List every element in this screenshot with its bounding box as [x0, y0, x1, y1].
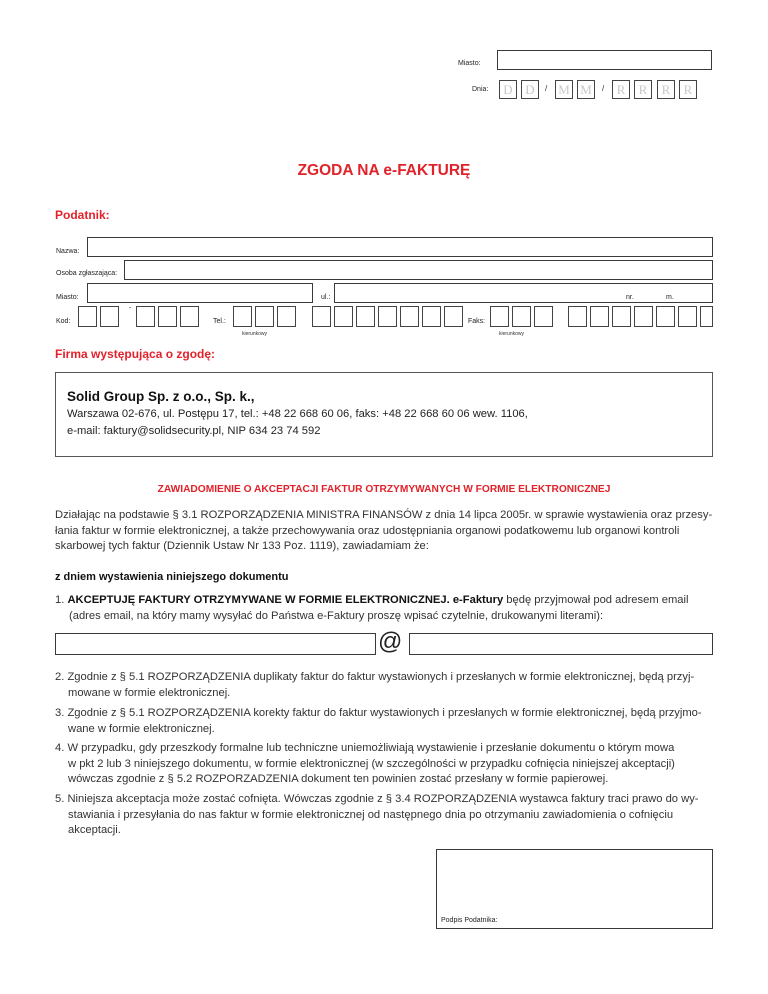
company-heading: Firma występująca o zgodę:: [55, 347, 216, 361]
zip-cell[interactable]: [180, 306, 199, 327]
header-day-label: Dnia:: [472, 86, 489, 93]
list-item-line: 3. Zgodnie z § 5.1 ROZPORZĄDZENIA korekty faktur do faktur wystawionych i przesłanych w formie elektronicznej, będą przyjmo-: [55, 707, 702, 719]
email-domain-input[interactable]: [409, 633, 713, 655]
list-item-line: wane w formie elektronicznej.: [68, 722, 215, 735]
taxpayer-phone-label: Tel.:: [213, 318, 226, 325]
list-item-line: w pkt 2 lub 3 niniejszego dokumentu, w formie elektronicznej (w szczególności w przypadku cofnięcia niniejszej akceptacji): [68, 757, 675, 770]
item-1-number: 1.: [55, 594, 65, 606]
taxpayer-street-input[interactable]: [334, 283, 713, 303]
header-city-label: Miasto:: [458, 60, 481, 67]
fax-cell[interactable]: [678, 306, 697, 327]
phone-cell[interactable]: [400, 306, 419, 327]
phone-cell[interactable]: [312, 306, 331, 327]
item-1: [55, 593, 689, 609]
notice-intro-line: łania faktur w formie elektronicznej, a także przechowywania oraz udostępniania organowi podatkowemu lub organowi kontroli: [55, 524, 680, 537]
taxpayer-contact-label: Osoba zgłaszająca:: [56, 270, 118, 277]
taxpayer-zip-label: Kod:: [56, 318, 71, 325]
list-item: [55, 670, 725, 701]
company-box: [55, 372, 713, 457]
at-sign: @: [378, 628, 403, 655]
fax-cell[interactable]: [512, 306, 531, 327]
notice-heading: ZAWIADOMIENIE O AKCEPTACJI FAKTUR OTRZYMYWANYCH W FORMIE ELEKTRONICZNEJ: [157, 484, 611, 495]
date-separator: /: [602, 84, 605, 93]
list-item-line: akceptacji.: [68, 824, 121, 836]
phone-cell[interactable]: [422, 306, 441, 327]
notice-intro: [55, 508, 717, 555]
taxpayer-street-label: ul.:: [321, 294, 331, 301]
signature-box[interactable]: [436, 849, 713, 929]
date-clause: z dniem wystawienia niniejszego dokumentu: [55, 571, 289, 583]
fax-cell[interactable]: [568, 306, 587, 327]
date-separator: /: [545, 84, 548, 93]
taxpayer-contact-input[interactable]: [124, 260, 713, 280]
item-1-line2: (adres email, na który mamy wysyłać do Państwa e-Faktury proszę wpisać czytelnie, drukowanymi literami):: [69, 610, 604, 622]
phone-cell[interactable]: [334, 306, 353, 327]
zip-cell[interactable]: [136, 306, 155, 327]
phone-cell[interactable]: [255, 306, 274, 327]
fax-cell[interactable]: [700, 306, 713, 327]
list-item-line: 2. Zgodnie z § 5.1 ROZPORZĄDZENIA duplikaty faktur do faktur wystawionych i przesłanych w formie elektronicznej, będą przyj-: [55, 671, 695, 683]
phone-area-code-label: kierunkowy: [242, 331, 268, 337]
date-cell-year-4[interactable]: R: [679, 80, 697, 99]
notice-intro-line: Działając na podstawie § 3.1 ROZPORZĄDZENIA MINISTRA FINANSÓW z dnia 14 lipca 2005r. w sprawie wystawienia oraz przesy-: [55, 509, 713, 521]
signature-label: Podpis Podatnika:: [441, 917, 498, 924]
taxpayer-name-input[interactable]: [87, 237, 713, 257]
phone-cell[interactable]: [444, 306, 463, 327]
taxpayer-city-label: Miasto:: [56, 294, 79, 301]
email-local-input[interactable]: [55, 633, 376, 655]
notice-intro-line: skarbowej tych faktur (Dziennik Ustaw Nr 133 Poz. 1119), zawiadamiam że:: [55, 540, 429, 552]
taxpayer-number-label: nr.: [626, 294, 634, 301]
page-title: ZGODA NA e-FAKTURĘ: [297, 162, 471, 179]
fax-cell[interactable]: [490, 306, 509, 327]
fax-cell[interactable]: [590, 306, 609, 327]
list-item: [55, 792, 725, 839]
fax-cell[interactable]: [612, 306, 631, 327]
date-cell-year-2[interactable]: R: [634, 80, 652, 99]
zip-cell[interactable]: [158, 306, 177, 327]
taxpayer-heading: Podatnik:: [55, 208, 110, 222]
date-cell-day-1[interactable]: D: [499, 80, 517, 99]
date-cell-day-2[interactable]: D: [521, 80, 539, 99]
date-cell-month-1[interactable]: M: [555, 80, 573, 99]
fax-cell[interactable]: [656, 306, 675, 327]
list-item-line: 4. W przypadku, gdy przeszkody formalne lub techniczne uniemożliwiają wystawienie i przesłanie dokumentu o którym mowa: [55, 742, 675, 754]
fax-cell[interactable]: [534, 306, 553, 327]
date-cell-month-2[interactable]: M: [577, 80, 595, 99]
date-cell-year-1[interactable]: R: [612, 80, 630, 99]
taxpayer-city-input[interactable]: [87, 283, 313, 303]
header-city-input[interactable]: [497, 50, 712, 70]
company-name: Solid Group Sp. z o.o., Sp. k.,: [67, 389, 255, 404]
zip-cell[interactable]: [100, 306, 119, 327]
phone-cell[interactable]: [233, 306, 252, 327]
company-contact: e-mail: faktury@solidsecurity.pl, NIP 634 23 74 592: [67, 425, 321, 437]
phone-cell[interactable]: [356, 306, 375, 327]
taxpayer-apt-label: m.: [666, 294, 674, 301]
fax-area-code-label: kierunkowy: [499, 331, 525, 337]
fax-cell[interactable]: [634, 306, 653, 327]
company-address: Warszawa 02-676, ul. Postępu 17, tel.: +48 22 668 60 06, faks: +48 22 668 60 06 wew. 1106,: [67, 408, 528, 420]
zip-cell[interactable]: [78, 306, 97, 327]
taxpayer-fax-label: Faks:: [468, 318, 486, 325]
list-item: [55, 741, 725, 788]
item-1-rest: będę przyjmował pod adresem email: [503, 594, 689, 606]
list-item-line: mowane w formie elektronicznej.: [68, 686, 231, 699]
list-item-line: 5. Niniejsza akceptacja może zostać cofnięta. Wówczas zgodnie z § 3.4 ROZPORZĄDZENIA wystawca faktury traci prawo do wy-: [55, 793, 699, 805]
phone-cell[interactable]: [378, 306, 397, 327]
list-item-line: stawiania i przesyłania do nas faktur w formie elektronicznej od następnego dnia po otrzymaniu zawiadomienia o cofnięciu: [68, 808, 674, 821]
list-item: [55, 706, 725, 737]
phone-cell[interactable]: [277, 306, 296, 327]
taxpayer-name-label: Nazwa:: [56, 248, 80, 255]
zip-separator: -: [129, 305, 132, 312]
item-1-bold: AKCEPTUJĘ FAKTURY OTRZYMYWANE W FORMIE ELEKTRONICZNEJ. e-Faktury: [67, 594, 504, 606]
date-cell-year-3[interactable]: R: [657, 80, 675, 99]
list-item-line: wówczas zgodnie z § 5.2 ROZPORZADZENIA dokument ten powinien zostać przesłany w formie papierowej.: [68, 773, 609, 785]
